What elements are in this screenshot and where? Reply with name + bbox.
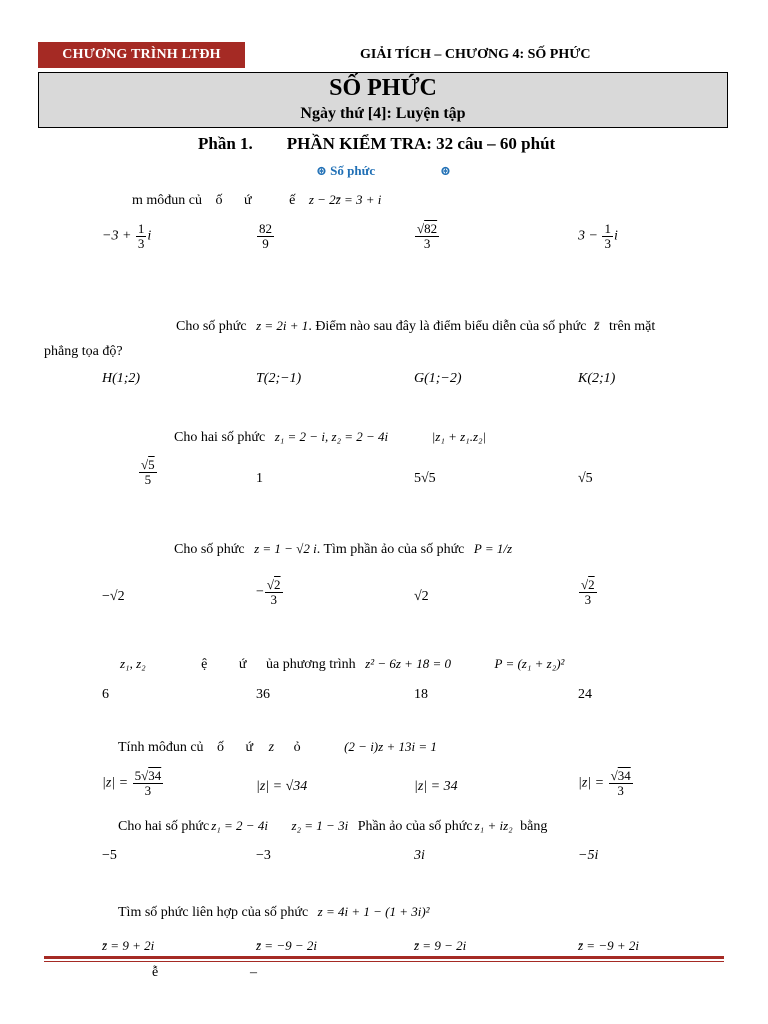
section-heading [198, 134, 555, 154]
question-text: z [268, 740, 275, 755]
question-math: z = 2i + 1 [256, 318, 309, 333]
answer-a: $\frac{√5}{5}$ [141, 457, 155, 487]
question-5-stem [120, 656, 564, 673]
question-math: z = 4i + 1 − (1 + 3i)² [317, 904, 430, 919]
question-text: bằng [520, 819, 548, 834]
answer-c: 18 [414, 687, 428, 702]
question-8-stem [118, 904, 430, 921]
answer-d: z̄ = −9 + 2i [578, 938, 639, 953]
answer-c: G(1;−2) [414, 371, 462, 386]
question-2-stem [176, 318, 655, 335]
question-text: m môđun củ [132, 193, 202, 208]
question-text: ứ [244, 193, 252, 208]
question-math: (2 − i)z + 13i = 1 [344, 739, 437, 754]
program-label: CHƯƠNG TRÌNH LTĐH [62, 47, 221, 62]
answer-d: |z| = $\frac{√34}{3}$ [578, 768, 631, 798]
answer-d: −5i [578, 848, 599, 863]
footer-divider [44, 961, 724, 962]
answer-a: −5 [102, 848, 117, 863]
answer-a: |z| = $\frac{5√34}{3}$ [102, 768, 162, 798]
question-2-stem-cont: phẳng tọa độ? [44, 344, 123, 359]
question-text: trên mặt [608, 319, 656, 334]
section-label: Phần 1. [198, 134, 253, 153]
answer-c: 5√5 [414, 471, 436, 486]
question-text: ỏ [293, 740, 301, 755]
answer-a: −√2 [102, 589, 125, 604]
question-math: z₁ = 2 − 4i [211, 818, 268, 833]
question-4-stem [174, 541, 512, 558]
question-math: z² − 6z + 18 = 0 [365, 656, 451, 671]
footer-text: ễ [152, 965, 159, 980]
question-text: ố [215, 193, 223, 208]
answer-b: z̄ = −9 − 2i [256, 938, 317, 953]
question-text: Cho số phức [174, 542, 245, 557]
subject-heading: GIẢI TÍCH – CHƯƠNG 4: SỐ PHỨC [360, 47, 591, 62]
answer-b: 1 [256, 471, 263, 486]
page-title: SỐ PHỨC [329, 75, 437, 101]
question-text: ế [289, 193, 296, 208]
answer-b: 36 [256, 687, 270, 702]
question-math: z₁ = 2 − i, z₂ = 2 − 4i [274, 429, 389, 444]
answer-b: |z| = √34 [256, 779, 308, 794]
asterisk-circle-icon: ⊛ [440, 163, 451, 178]
answer-c: z̄ = 9 − 2i [414, 938, 467, 953]
question-text: Phần ảo của số phức [357, 819, 473, 834]
asterisk-circle-icon: ⊛ [316, 163, 327, 178]
question-text: . Điểm nào sau đây là điểm biểu diễn của số phức [308, 319, 587, 334]
answer-c: 3i [414, 848, 425, 863]
answer-a: z̄ = 9 + 2i [102, 938, 155, 953]
question-text: Tính môđun củ [118, 740, 204, 755]
question-text: . Tìm phần ảo của số phức [316, 542, 465, 557]
section-text: PHẦN KIỂM TRA: 32 câu – 60 phút [286, 134, 556, 153]
question-math: z̄ [594, 319, 600, 334]
question-text: Tìm số phức liên hợp của số phức [118, 905, 309, 920]
answer-c: |z| = 34 [414, 779, 458, 794]
answer-d: K(2;1) [578, 371, 616, 386]
question-math: z − 2z̄ = 3 + i [308, 192, 382, 207]
question-text: ứ [245, 740, 254, 755]
question-text: ứ [238, 657, 247, 672]
question-3-stem [174, 429, 486, 446]
question-math: |z₁ + z₁.z₂| [431, 429, 487, 444]
question-text: ủa phương trình [265, 657, 356, 672]
question-text: Cho số phức [176, 319, 247, 334]
question-text: Cho hai số phức [174, 430, 266, 445]
answer-b: $\frac{82}{9}$ [259, 221, 272, 251]
title-box [38, 72, 728, 128]
page-subtitle: Ngày thứ [4]: Luyện tập [300, 105, 466, 122]
footer-divider [44, 956, 724, 959]
question-math: P = (z₁ + z₂)² [494, 656, 565, 671]
answer-d: √5 [578, 471, 593, 486]
question-text: Cho hai số phức [118, 819, 210, 834]
question-math: z₁, z₂ [120, 656, 146, 671]
question-math: P = 1/z [473, 541, 513, 556]
answer-d: 3 − $\frac{1}{3}$ i [578, 221, 618, 251]
program-banner [38, 42, 245, 68]
answer-b: −3 [256, 848, 271, 863]
answer-a: −3 + $\frac{1}{3}$ i [102, 221, 152, 251]
answer-d: 24 [578, 687, 592, 702]
answer-c: $\frac{√82}{3}$ [417, 221, 438, 251]
question-7-stem [118, 818, 547, 835]
question-math: z₁ + iz₂ [474, 818, 513, 833]
question-1-stem [132, 192, 381, 209]
answer-d: $\frac{√2}{3}$ [581, 577, 595, 607]
question-math: z₂ = 1 − 3i [291, 818, 349, 833]
question-text: ố [217, 740, 225, 755]
question-6-stem [118, 739, 437, 756]
answer-a: 6 [102, 687, 109, 702]
footer-text: – [250, 965, 257, 980]
answer-b: T(2;−1) [256, 371, 302, 386]
question-math: z = 1 − √2 i [254, 541, 317, 556]
answer-a: H(1;2) [102, 371, 141, 386]
answer-c: √2 [414, 589, 429, 604]
answer-b: − $\frac{√2}{3}$ [256, 577, 281, 607]
topic-label: Số phức [330, 163, 376, 178]
topic-heading [316, 163, 375, 179]
question-text: ệ [201, 657, 208, 672]
